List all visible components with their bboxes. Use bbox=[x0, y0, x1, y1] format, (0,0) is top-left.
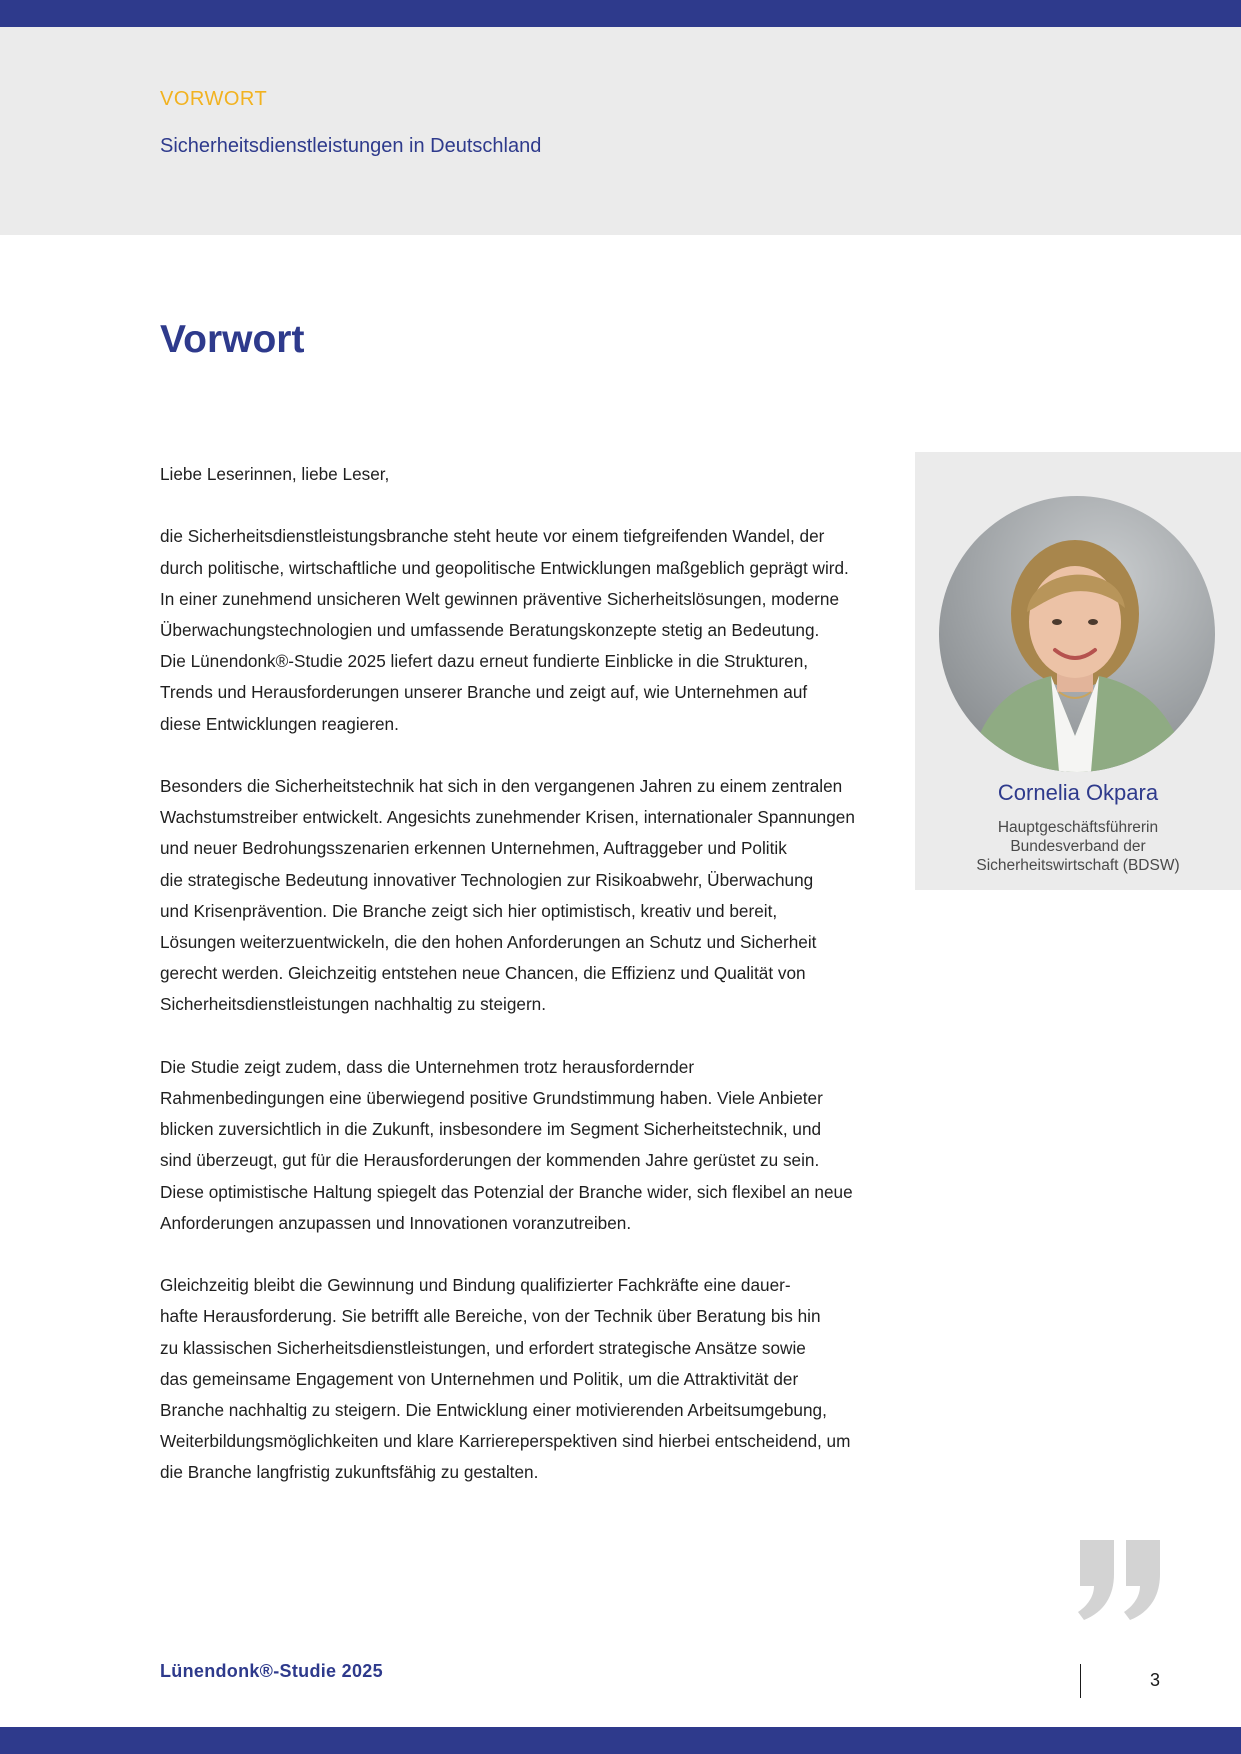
text-line: Sicherheitsdienstleistungen nachhaltig zu steigern. bbox=[160, 994, 547, 1015]
text-line: gerecht werden. Gleichzeitig entstehen neue Chancen, die Effizienz und Qualität von bbox=[160, 963, 806, 984]
text-line: die Sicherheitsdienstleistungsbranche steht heute vor einem tiefgreifenden Wandel, der bbox=[160, 526, 825, 547]
header-panel bbox=[0, 27, 1241, 235]
top-color-band bbox=[0, 0, 1241, 27]
text-line: Rahmenbedingungen eine überwiegend positive Grundstimmung haben. Viele Anbieter bbox=[160, 1088, 823, 1109]
section-subtitle: Sicherheitsdienstleistungen in Deutschland bbox=[160, 135, 542, 157]
footer-divider bbox=[1080, 1664, 1081, 1698]
author-role-line: Hauptgeschäftsführerin bbox=[997, 819, 1159, 836]
text-line: In einer zunehmend unsicheren Welt gewinnen präventive Sicherheitslösungen, moderne bbox=[160, 588, 840, 609]
text-line: und neuer Bedrohungsszenarien erkennen Unternehmen, Auftraggeber und Politik bbox=[160, 838, 787, 859]
text-line: Wachstumstreiber entwickelt. Angesichts zunehmender Krisen, internationaler Spannungen bbox=[160, 807, 855, 828]
text-line: hafte Herausforderung. Sie betrifft alle Bereiche, von der Technik über Beratung bis hin bbox=[160, 1306, 821, 1327]
text-line: Die Studie zeigt zudem, dass die Unternehmen trotz herausfordernder bbox=[160, 1056, 695, 1077]
text-line: Die Lünendonk®-Studie 2025 liefert dazu erneut fundierte Einblicke in die Strukturen, bbox=[160, 651, 809, 672]
text-line: die strategische Bedeutung innovativer Technologien zur Risikoabwehr, Überwachung bbox=[160, 869, 814, 890]
text-line: Weiterbildungsmöglichkeiten und klare Karriereperspektiven sind hierbei entscheidend, um bbox=[160, 1431, 851, 1452]
page-number: 3 bbox=[1150, 1670, 1161, 1690]
footer-brand: Lünendonk®-Studie 2025 bbox=[160, 1661, 383, 1681]
text-line: Überwachungstechnologien und umfassende Beratungskonzepte stetig an Bedeutung. bbox=[160, 620, 820, 640]
author-sidebar bbox=[915, 452, 1241, 890]
text-line: Anforderungen anzupassen und Innovationen voranzutreiben. bbox=[160, 1212, 632, 1233]
salutation: Liebe Leserinnen, liebe Leser, bbox=[160, 464, 390, 484]
text-line: Branche nachhaltig zu steigern. Die Entwicklung einer motivierenden Arbeitsumgebung, bbox=[160, 1400, 827, 1421]
text-line: durch politische, wirtschaftliche und geopolitische Entwicklungen maßgeblich geprägt wird. bbox=[160, 557, 849, 578]
portrait-illustration bbox=[939, 496, 1215, 772]
author-portrait bbox=[939, 496, 1215, 772]
page-title: Vorwort bbox=[160, 318, 305, 361]
text-line: Diese optimistische Haltung spiegelt das Potenzial der Branche wider, sich flexibel an neue bbox=[160, 1181, 853, 1202]
paragraph-4 bbox=[160, 1270, 900, 1488]
text-line: blicken zuversichtlich in die Zukunft, insbesondere im Segment Sicherheitstechnik, und bbox=[160, 1119, 822, 1140]
body-text bbox=[160, 459, 900, 1520]
text-line: die Branche langfristig zukunftsfähig zu gestalten. bbox=[160, 1462, 539, 1483]
paragraph-3 bbox=[160, 1052, 900, 1239]
bottom-color-band bbox=[0, 1727, 1241, 1754]
paragraph-2 bbox=[160, 771, 900, 1021]
author-role-line: Bundesverband der bbox=[1010, 838, 1146, 855]
author-role-line: Sicherheitswirtschaft (BDSW) bbox=[976, 857, 1180, 874]
quote-mark-icon bbox=[1078, 1540, 1162, 1624]
text-line: diese Entwicklungen reagieren. bbox=[160, 713, 399, 734]
paragraph-1 bbox=[160, 521, 900, 739]
text-line: Besonders die Sicherheitstechnik hat sich in den vergangenen Jahren zu einem zentralen bbox=[160, 776, 843, 796]
text-line: das gemeinsame Engagement von Unternehmen und Politik, um die Attraktivität der bbox=[160, 1368, 799, 1389]
text-line: Trends und Herausforderungen unserer Branche und zeigt auf, wie Unternehmen auf bbox=[160, 682, 808, 703]
text-line: und Krisenprävention. Die Branche zeigt sich hier optimistisch, kreativ und bereit, bbox=[160, 900, 778, 921]
text-line: Lösungen weiterzuentwickeln, die den hohen Anforderungen an Schutz und Sicherheit bbox=[160, 932, 817, 953]
section-label: VORWORT bbox=[160, 88, 268, 110]
text-line: Gleichzeitig bleibt die Gewinnung und Bindung qualifizierter Fachkräfte eine dauer- bbox=[160, 1275, 791, 1296]
text-line: zu klassischen Sicherheitsdienstleistungen, und erfordert strategische Ansätze sowie bbox=[160, 1337, 806, 1358]
author-name: Cornelia Okpara bbox=[997, 780, 1159, 805]
author-role bbox=[915, 818, 1241, 875]
text-line: sind überzeugt, gut für die Herausforderungen der kommenden Jahre gerüstet zu sein. bbox=[160, 1150, 820, 1171]
